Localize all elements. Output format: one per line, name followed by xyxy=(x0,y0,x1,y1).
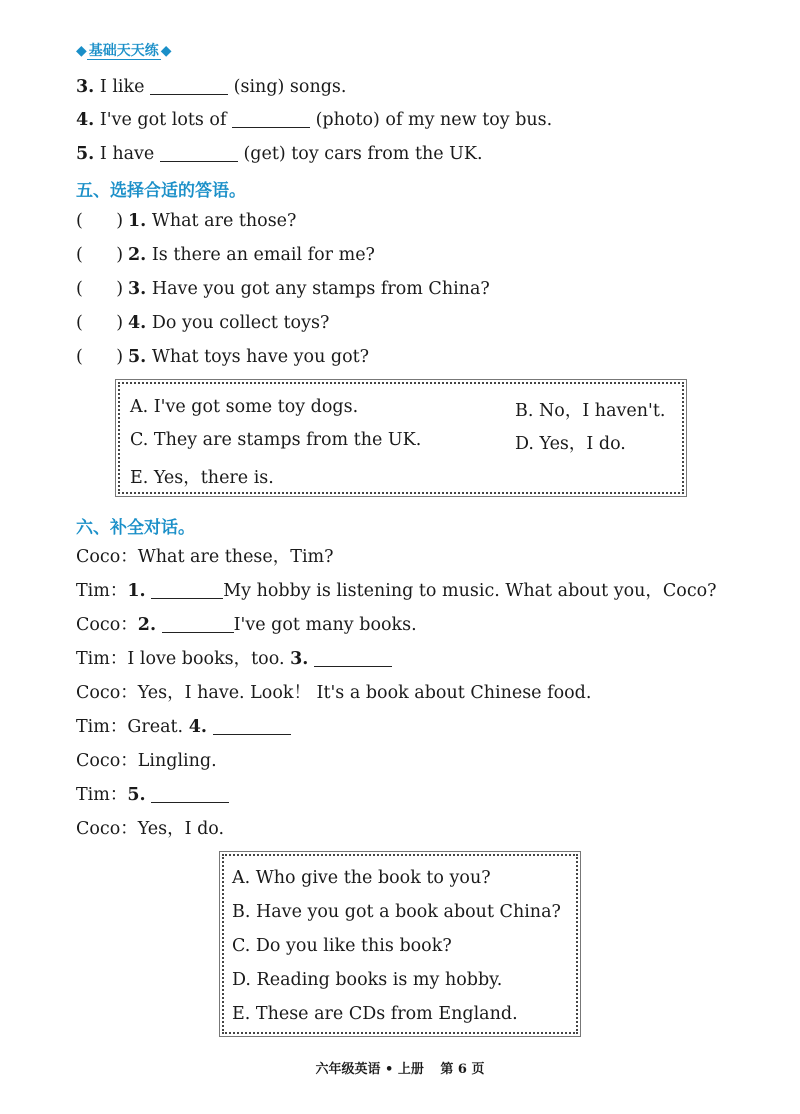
answer-paren[interactable]: ( ) xyxy=(76,313,124,333)
answer-paren[interactable]: ( ) xyxy=(76,245,124,265)
option-e: E. Yes，there is. xyxy=(130,468,274,488)
fill-blank-item xyxy=(76,143,483,165)
line-pre-text: Great. xyxy=(127,717,184,737)
blank-number: 3. xyxy=(290,649,309,669)
dialogue-line: Coco：Yes，I have. Look！ It's a book about Chinese food. xyxy=(76,683,592,703)
answer-blank[interactable] xyxy=(314,649,392,667)
question-number: 3. xyxy=(128,279,147,299)
answer-blank[interactable] xyxy=(232,110,310,128)
header-tag-label: 基础天天练 xyxy=(88,43,159,59)
question-text: Do you collect toys? xyxy=(151,313,330,333)
answer-blank[interactable] xyxy=(150,77,228,95)
option-c: C. They are stamps from the UK. xyxy=(130,430,422,450)
answer-blank[interactable] xyxy=(160,144,238,162)
blank-number: 1. xyxy=(127,581,146,601)
option-b: B. No，I haven't. xyxy=(515,401,666,421)
option-a: A. I've got some toy dogs. xyxy=(130,397,359,417)
speaker: Tim xyxy=(76,785,110,805)
dialogue-line: Tim：I love books，too. 3. xyxy=(76,648,392,670)
question-text: What toys have you got? xyxy=(151,347,370,367)
answer-paren[interactable]: ( ) xyxy=(76,347,124,367)
speaker: Coco xyxy=(76,615,121,635)
question-text: Is there an email for me? xyxy=(151,245,375,265)
option-item: D. Reading books is my hobby. xyxy=(232,970,503,990)
dialogue-line: Tim：1. My hobby is listening to music. What about you，Coco? xyxy=(76,581,717,601)
blank-number: 5. xyxy=(127,785,146,805)
speaker: Tim xyxy=(76,649,110,669)
item-text-after: (sing) songs. xyxy=(233,77,347,97)
answer-blank[interactable] xyxy=(151,785,229,803)
blank-number: 2. xyxy=(137,615,157,635)
item-text-after: (get) toy cars from the UK. xyxy=(243,144,483,164)
question-text: What are those? xyxy=(151,211,297,231)
item-text-before: I have xyxy=(99,144,155,164)
item-text-after: (photo) of my new toy bus. xyxy=(315,110,553,130)
answer-paren[interactable]: ( ) xyxy=(76,279,124,299)
speaker: Tim xyxy=(76,581,110,601)
fill-blank-item xyxy=(76,109,552,131)
question-text: Have you got any stamps from China? xyxy=(151,279,490,299)
dialogue-line: Coco：What are these，Tim? xyxy=(76,547,334,567)
section-header-tag: ◆ 基础天天练 ◆ xyxy=(76,43,172,59)
dialogue-line: Coco：Lingling. xyxy=(76,751,217,771)
question-number: 4. xyxy=(128,313,147,333)
item-number: 5. xyxy=(76,144,95,164)
question-item xyxy=(76,278,490,300)
book-title: 六年级英语 • 上册 xyxy=(315,1062,424,1077)
answer-blank[interactable] xyxy=(162,615,234,633)
speaker: Tim xyxy=(76,717,110,737)
line-text: Lingling. xyxy=(137,751,217,771)
question-number: 1. xyxy=(128,211,147,231)
answer-blank[interactable] xyxy=(151,581,223,599)
dialogue-line: Tim：Great. 4. xyxy=(76,716,291,738)
speaker: Coco xyxy=(76,819,121,839)
dialogue-line: Coco：Yes，I do. xyxy=(76,819,225,839)
question-item xyxy=(76,210,296,232)
question-number: 2. xyxy=(128,245,147,265)
section-5-options-box xyxy=(118,382,684,494)
line-text: Yes，I have. Look！ It's a book about Chinese food. xyxy=(137,683,592,703)
item-text-before: I've got lots of xyxy=(99,110,227,130)
page-number: 第 6 页 xyxy=(440,1062,485,1077)
question-number: 5. xyxy=(128,347,147,367)
line-text: My hobby is listening to music. What about you，Coco? xyxy=(223,581,717,601)
line-pre-text: I love books，too. xyxy=(127,649,285,669)
section-5-title: 五、选择合适的答语。 xyxy=(76,181,246,201)
line-text: Yes，I do. xyxy=(137,819,225,839)
section-6-title: 六、补全对话。 xyxy=(76,518,195,538)
question-item xyxy=(76,312,329,334)
item-text-before: I like xyxy=(99,77,145,97)
speaker: Coco xyxy=(76,547,121,567)
fill-blank-item xyxy=(76,76,346,98)
item-number: 3. xyxy=(76,77,95,97)
option-item: E. These are CDs from England. xyxy=(232,1004,518,1024)
item-number: 4. xyxy=(76,110,95,130)
speaker: Coco xyxy=(76,751,121,771)
option-d: D. Yes，I do. xyxy=(515,434,626,454)
section-6-options-box xyxy=(222,854,578,1034)
dialogue-line: Tim：5. xyxy=(76,784,229,806)
page-footer xyxy=(0,1058,800,1077)
blank-number: 4. xyxy=(188,717,207,737)
question-item xyxy=(76,244,375,266)
option-item: A. Who give the book to you? xyxy=(232,868,491,888)
dialogue-line: Coco：2. I've got many books. xyxy=(76,615,417,635)
line-text: I've got many books. xyxy=(233,615,417,635)
line-text: What are these，Tim? xyxy=(137,547,334,567)
question-item xyxy=(76,346,369,368)
option-item: B. Have you got a book about China? xyxy=(232,902,561,922)
speaker: Coco xyxy=(76,683,121,703)
answer-paren[interactable]: ( ) xyxy=(76,211,124,231)
option-item: C. Do you like this book? xyxy=(232,936,452,956)
answer-blank[interactable] xyxy=(213,717,291,735)
